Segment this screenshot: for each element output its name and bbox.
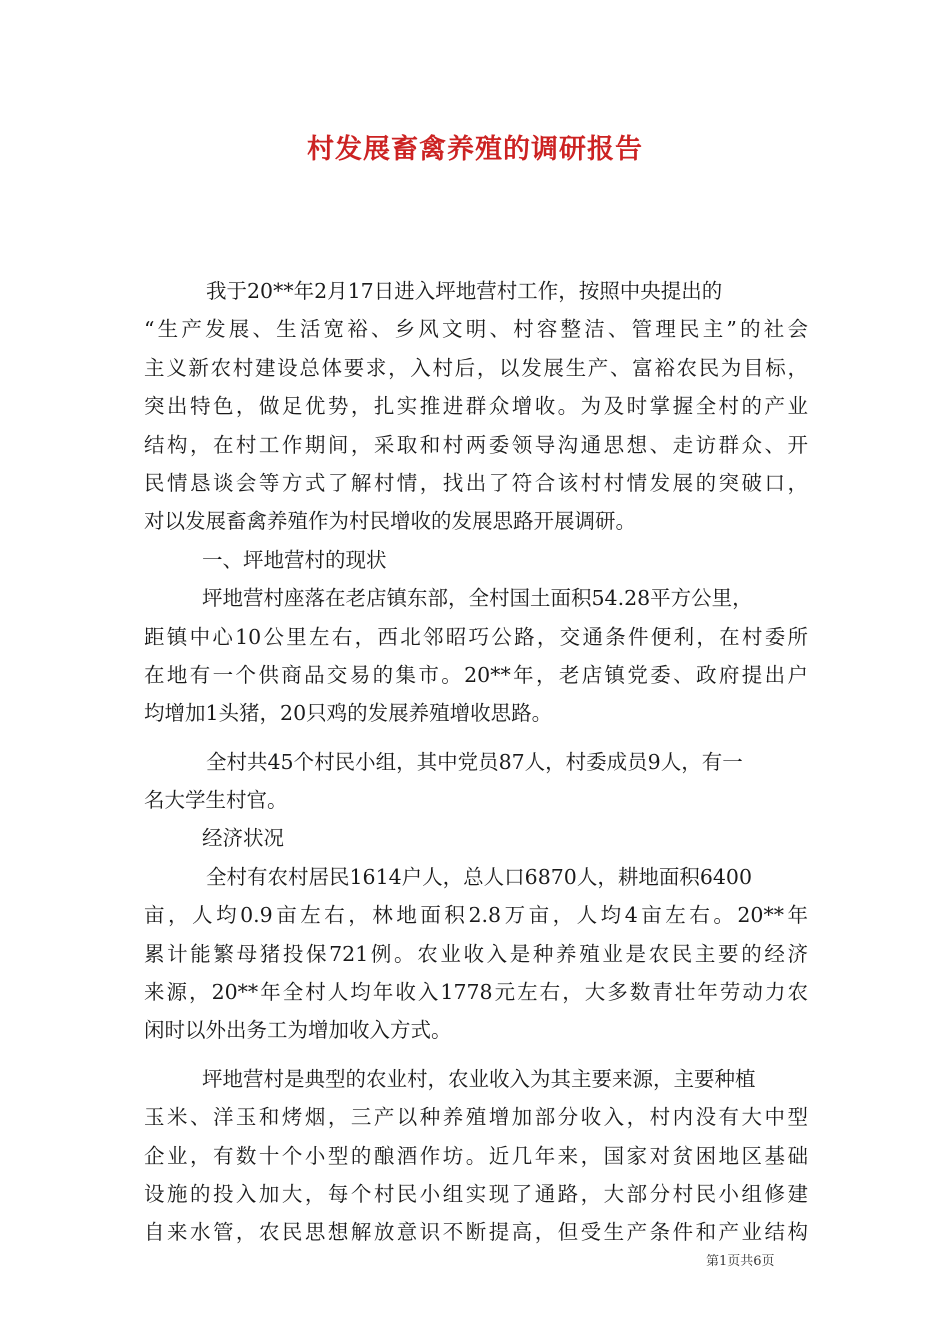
- text-line: 亩，人均0.9亩左右，林地面积2.8万亩，人均4亩左右。20**年: [144, 903, 808, 928]
- text-line: 闲时以外出务工为增加收入方式。: [144, 1018, 452, 1043]
- paragraph-economy: [144, 858, 808, 1050]
- text-line: 突出特色，做足优势，扎实推进群众增收。为及时掌握全村的产业: [144, 394, 808, 419]
- text-line: 全村有农村居民1614户人，总人口6870人，耕地面积6400: [206, 864, 753, 889]
- text-line: 玉米、洋玉和烤烟，三产以种养殖增加部分收入，村内没有大中型: [144, 1105, 808, 1130]
- section-heading: [144, 541, 808, 579]
- text-line: 在地有一个供商品交易的集市。20**年，老店镇党委、政府提出户: [144, 662, 808, 687]
- subheading: [144, 819, 808, 857]
- text-line: 均增加1头猪，20只鸡的发展养殖增收思路。: [144, 701, 553, 726]
- text-line: “生产发展、生活宽裕、乡风文明、村容整洁、管理民主”的社会: [144, 317, 808, 342]
- text-line: 主义新农村建设总体要求，入村后，以发展生产、富裕农民为目标，: [144, 355, 808, 380]
- text-line: 坪地营村座落在老店镇东部，全村国土面积54.28平方公里，: [202, 586, 753, 611]
- text-line: 我于20**年2月17日进入坪地营村工作，按照中央提出的: [206, 279, 723, 303]
- section-heading-text: 一、坪地营村的现状: [202, 547, 387, 572]
- text-line: 坪地营村是典型的农业村，农业收入为其主要来源，主要种植: [202, 1066, 756, 1091]
- paragraph-agriculture: [144, 1060, 808, 1252]
- paragraph-population: [144, 743, 808, 820]
- text-line: 设施的投入加大，每个村民小组实现了通路，大部分村民小组修建: [144, 1181, 808, 1206]
- paragraph-location: [144, 579, 808, 733]
- text-line: 民情恳谈会等方式了解村情，找出了符合该村村情发展的突破口，: [144, 470, 808, 495]
- page-title: 村发展畜禽养殖的调研报告: [307, 134, 643, 165]
- text-line: 累计能繁母猪投保721例。农业收入是种养殖业是农民主要的经济: [144, 941, 808, 966]
- document-body: [144, 272, 808, 1252]
- text-line: 距镇中心10公里左右，西北邻昭巧公路，交通条件便利，在村委所: [144, 624, 808, 649]
- text-line: 全村共45个村民小组，其中党员87人，村委成员9人，有一: [206, 749, 743, 774]
- text-line: 企业，有数十个小型的酿酒作坊。近几年来，国家对贫困地区基础: [144, 1143, 808, 1168]
- text-line: 对以发展畜禽养殖作为村民增收的发展思路开展调研。: [144, 509, 636, 534]
- paragraph-intro: [144, 272, 808, 541]
- subheading-text: 经济状况: [202, 826, 284, 851]
- text-line: 名大学生村官。: [144, 788, 288, 813]
- text-line: 结构，在村工作期间，采取和村两委领导沟通思想、走访群众、开: [144, 432, 808, 457]
- text-line: 自来水管，农民思想解放意识不断提高，但受生产条件和产业结构: [144, 1220, 808, 1245]
- text-line: 来源，20**年全村人均年收入1778元左右，大多数青壮年劳动力农: [144, 980, 808, 1005]
- page-number: 第1页共6页: [706, 1254, 775, 1269]
